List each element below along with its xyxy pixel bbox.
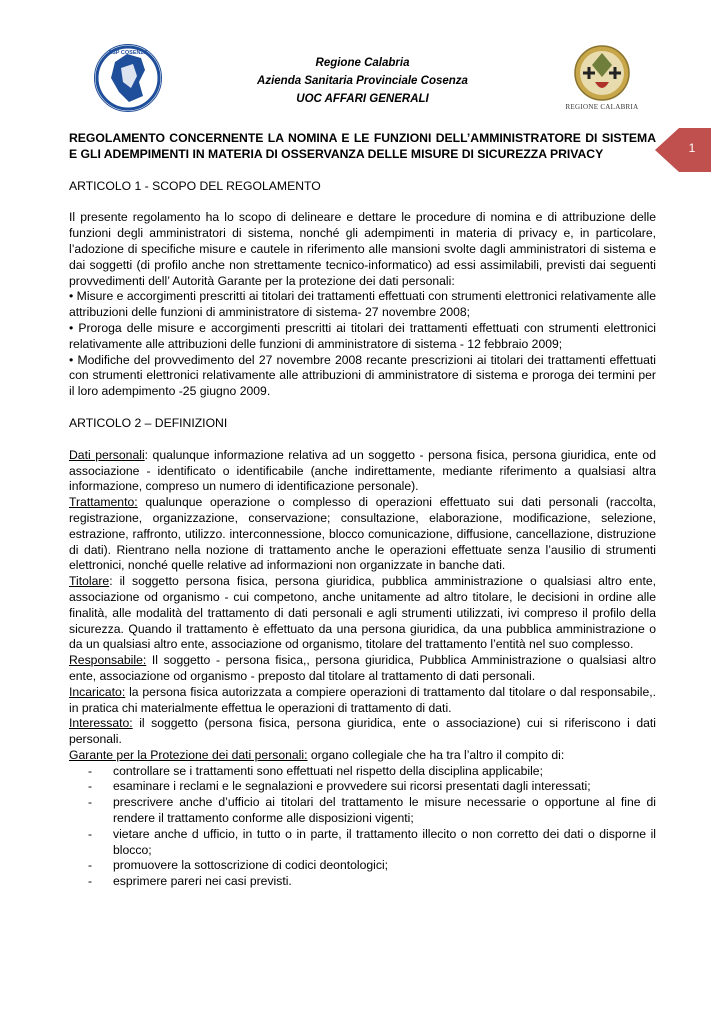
definition-text: Il soggetto - persona fisica,, persona giuridica, Pubblica Amministrazione o qualsiasi altro ente, associazione od organismo - preposto dal titolare al trattamento di dati personali. [69, 653, 656, 683]
asp-cosenza-logo [93, 42, 171, 112]
duty-text: prescrivere anche d’ufficio ai titolari del trattamento le misure necessarie o opportune al fine di rendere il trattamento conforme alle disposizioni vigenti; [113, 795, 656, 826]
regione-calabria-logo [558, 44, 646, 116]
definition-text: organo collegiale che ha tra l’altro il compito di: [307, 747, 565, 762]
definition-incaricato [69, 685, 656, 717]
dash-marker: - [88, 874, 93, 889]
definition-titolare [69, 574, 656, 653]
article-1-bullet: • Modifiche del provvedimento del 27 novembre 2008 recante prescrizioni ai titolari dei trattamenti effettuati con strumenti elettronici relativamente alle attribuzioni di amministratore di sistema e proroga dei termini per il loro adempimento -25 giugno 2009. [69, 352, 656, 399]
document-body [69, 131, 656, 890]
garante-duty-item [69, 764, 656, 780]
definition-text: il soggetto (persona fisica, persona giuridica, ente o associazione) cui si riferiscono i dati personali. [69, 716, 656, 747]
garante-duty-item [69, 827, 656, 859]
garante-duty-item [69, 858, 656, 874]
dash-marker: - [88, 763, 93, 778]
definition-text: qualunque operazione o complesso di operazioni effettuato sui dati personali (raccolta, registrazione, organizzazione, conservazione; consultazione, elaborazione, modificazione, selezione, estrazione, raffronto, utilizzo. interconnessione, blocco comunicazione, diffusione, cancellazione, distruzione di dati). Rientrano nella nozione di trattamento anche le operazioni effettuate senza l’ausilio di strumenti elettronici, nonché quelle relative ad informazioni non organizzate in banche dati. [69, 495, 656, 573]
definition-garante [69, 748, 656, 764]
page-number: 1 [688, 141, 696, 155]
definition-term: Interessato: [69, 716, 133, 731]
article-1-intro: Il presente regolamento ha lo scopo di delineare e dettare le procedure di nomina e di attribuzione delle funzioni degli amministratori di sistema, nonché gli adempimenti in materia di privacy e, in particolare, l’adozione di specifiche misure e cautele in riferimento alle mansioni svolte dagli amministratori di sistema e dai soggetti (di profilo anche non strettamente tecnico-informatico) ad essi assimilabili, previsti dai seguenti provvedimenti dell’ Autorità Garante per la protezione dei dati personali: [69, 210, 656, 288]
garante-duty-item [69, 795, 656, 827]
document-title: REGOLAMENTO CONCERNENTE LA NOMINA E LE FUNZIONI DELL’AMMINISTRATORE DI SISTEMA E GLI ADEMPIMENTI IN MATERIA DI OSSERVANZA DELLE MISURE DI SICUREZZA PRIVACY [69, 131, 656, 161]
definition-text: la persona fisica autorizzata a compiere operazioni di trattamento dal titolare o dal responsabile,. in pratica chi materialmente effettua le operazioni di trattamento di dati. [69, 684, 656, 715]
header-region: Regione Calabria [315, 57, 410, 69]
duty-text: esaminare i reclami e le segnalazioni e provvedere sui ricorsi presentati dagli interessati; [113, 779, 591, 794]
definition-term: Titolare [69, 574, 110, 589]
definition-term: Dati personali [69, 447, 145, 462]
article-2-heading: ARTICOLO 2 – DEFINIZIONI [69, 415, 228, 430]
header-uoc: UOC AFFARI GENERALI [296, 93, 429, 105]
definition-term: Trattamento: [69, 495, 138, 510]
article-1-bullet: • Proroga delle misure e accorgimenti prescritti ai titolari dei trattamenti effettuati con strumenti elettronici relativamente alle attribuzioni delle funzioni di amministratore di sistema - 12 febbraio 2009; [69, 320, 656, 351]
definition-term: Responsabile: [69, 653, 147, 668]
dash-marker: - [88, 858, 93, 873]
article-1-heading: ARTICOLO 1 - SCOPO DEL REGOLAMENTO [69, 178, 321, 193]
garante-duty-item [69, 874, 656, 890]
definition-responsabile [69, 653, 656, 685]
duty-text: controllare se i trattamenti sono effettuati nel rispetto della disciplina applicabile; [113, 763, 543, 778]
definition-term: Garante per la Protezione dei dati personali: [69, 747, 308, 762]
definition-term: Incaricato: [69, 684, 126, 699]
duty-text: promuovere la sottoscrizione di codici deontologici; [113, 858, 389, 873]
definition-trattamento [69, 495, 656, 574]
dash-marker: - [88, 779, 93, 794]
definition-interessato [69, 716, 656, 748]
dash-marker: - [88, 795, 93, 810]
duty-text: esprimere pareri nei casi previsti. [113, 874, 292, 889]
definition-dati-personali [69, 448, 656, 495]
svg-text:ASP COSENZA: ASP COSENZA [108, 50, 148, 56]
dash-marker: - [88, 826, 93, 841]
garante-duty-item [69, 779, 656, 795]
page-number-marker [655, 128, 711, 172]
article-1-bullet: • Misure e accorgimenti prescritti ai titolari dei trattamenti effettuati con strumenti elettronici relativamente alle attribuzioni delle funzioni di amministratore di sistema- 27 novembre 2008; [69, 289, 656, 320]
regione-calabria-caption: REGIONE CALABRIA [565, 103, 639, 111]
definition-text: : qualunque informazione relativa ad un soggetto - persona fisica, persona giuridica, ente od associazione - identificato o identificabile (anche indirettamente, mediante riferimento a qualsiasi altra informazione, compreso un numero di identificazione personale). [69, 447, 656, 494]
duty-text: vietare anche d ufficio, in tutto o in parte, il trattamento illecito o non corretto dei dati o disporne il blocco; [113, 826, 656, 857]
definition-text: : il soggetto persona fisica, persona giuridica, pubblica amministrazione o qualsiasi altro ente, associazione od organismo - cui competono, anche unitamente ad altro titolare, le decisioni in ordine alle finalità, alle modalità del trattamento di dati personali e agli strumenti utilizzati, ivi compreso il profilo della sicurezza. Quando il trattamento è effettuato da una persona giuridica, da una pubblica amministrazione o da un qualsiasi altro ente, associazione od organismo, titolare del trattamento l’entità nel suo complesso. [69, 574, 656, 652]
header-azienda: Azienda Sanitaria Provinciale Cosenza [257, 75, 468, 87]
